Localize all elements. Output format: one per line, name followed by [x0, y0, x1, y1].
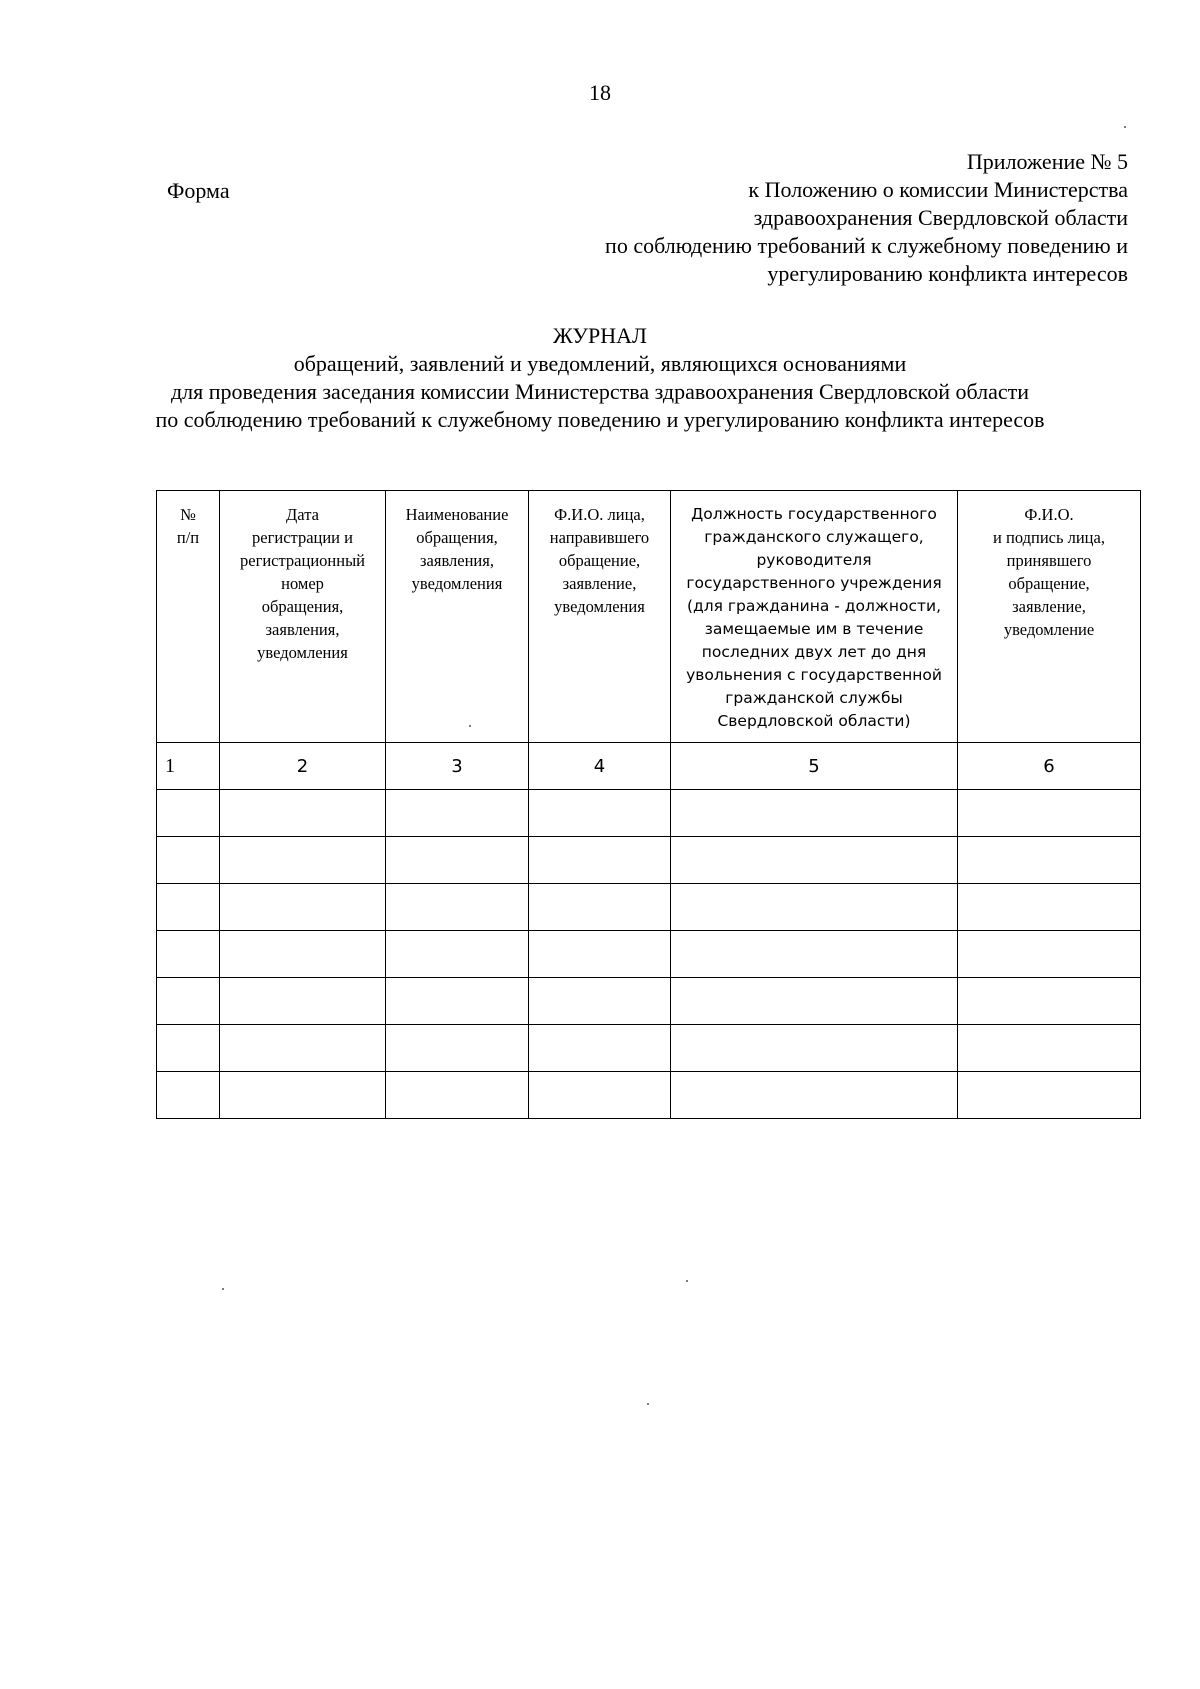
- table-header-row: [157, 491, 1141, 743]
- header-cell-receiver: [958, 491, 1141, 743]
- table-cell: [958, 837, 1141, 884]
- header-text: гражданской службы: [725, 689, 903, 707]
- header-text: государственного учреждения: [686, 574, 942, 592]
- table-cell: [386, 1025, 529, 1072]
- header-text: обращения,: [416, 528, 498, 547]
- header-text: обращение,: [1008, 574, 1090, 593]
- title-heading: ЖУРНАЛ: [553, 323, 647, 348]
- table-cell: [220, 884, 386, 931]
- header-text: обращения,: [261, 597, 344, 616]
- table-cell: [220, 790, 386, 837]
- table-cell: [529, 837, 671, 884]
- table-cell: [157, 1072, 220, 1119]
- column-number: 5: [671, 743, 958, 790]
- header-cell-number: [157, 491, 220, 743]
- journal-table: [156, 490, 1141, 1119]
- table-cell: [157, 884, 220, 931]
- header-cell-position: [671, 491, 958, 743]
- table-cell: [386, 978, 529, 1025]
- column-number: 1: [157, 743, 220, 790]
- table-cell: [671, 884, 958, 931]
- column-number: 4: [529, 743, 671, 790]
- table-cell: [529, 884, 671, 931]
- table-cell: [671, 931, 958, 978]
- header-text: номер: [281, 574, 324, 593]
- table-cell: [220, 837, 386, 884]
- appendix-line: Приложение № 5: [966, 149, 1128, 174]
- table-row: [157, 884, 1141, 931]
- header-cell-name: [386, 491, 529, 743]
- appendix-line: по соблюдению требований к служебному поведению и: [605, 233, 1128, 258]
- table-cell: [671, 978, 958, 1025]
- header-text: Наименование: [405, 505, 509, 524]
- header-cell-registration: [220, 491, 386, 743]
- header-text: направившего: [549, 528, 650, 547]
- table-cell: [958, 884, 1141, 931]
- header-text: замещаемые им в течение: [704, 620, 924, 638]
- header-text: увольнения с государственной: [686, 666, 942, 684]
- table-cell: [220, 1072, 386, 1119]
- appendix-line: к Положению о комиссии Министерства: [748, 177, 1128, 202]
- scan-speck: [469, 725, 471, 727]
- table-cell: [157, 978, 220, 1025]
- header-text: (для гражданина - должности,: [686, 597, 942, 615]
- table-row: [157, 1072, 1141, 1119]
- table-cell: [157, 837, 220, 884]
- column-number: 2: [220, 743, 386, 790]
- page-number: 18: [589, 80, 611, 105]
- scan-speck: [1124, 126, 1126, 128]
- column-number-row: [157, 743, 1141, 790]
- scan-speck: [686, 1280, 688, 1282]
- table-cell: [529, 978, 671, 1025]
- header-text: регистрации и: [252, 528, 353, 547]
- header-text: последних двух лет до дня: [701, 643, 927, 661]
- table-body: [157, 790, 1141, 1119]
- header-text: уведомления: [257, 643, 348, 662]
- header-text: и подпись лица,: [993, 528, 1105, 547]
- header-text: Дата: [286, 505, 319, 524]
- table-cell: [157, 931, 220, 978]
- table-cell: [958, 978, 1141, 1025]
- table-cell: [157, 790, 220, 837]
- header-text: обращение,: [558, 551, 641, 570]
- header-text: принявшего: [1006, 551, 1092, 570]
- table-cell: [958, 1025, 1141, 1072]
- table-cell: [386, 884, 529, 931]
- table-cell: [386, 1072, 529, 1119]
- header-text: заявления,: [420, 551, 494, 570]
- header-text: Ф.И.О. лица,: [554, 505, 645, 524]
- table-cell: [671, 1072, 958, 1119]
- table-cell: [958, 1072, 1141, 1119]
- document-title: [0, 322, 1200, 434]
- header-text: гражданского служащего,: [704, 528, 924, 546]
- header-text: уведомления: [554, 597, 645, 616]
- table-cell: [157, 1025, 220, 1072]
- column-number: 6: [958, 743, 1141, 790]
- table-row: [157, 931, 1141, 978]
- header-text: уведомление: [1003, 620, 1095, 639]
- header-text: п/п: [176, 528, 200, 547]
- form-label: Форма: [167, 178, 230, 203]
- header-text: Должность государственного: [691, 505, 937, 523]
- table-cell: [671, 1025, 958, 1072]
- table-cell: [220, 931, 386, 978]
- table-cell: [529, 931, 671, 978]
- table-cell: [958, 790, 1141, 837]
- table-cell: [671, 837, 958, 884]
- header-text: Ф.И.О.: [1024, 505, 1074, 524]
- scan-speck: [222, 1288, 224, 1290]
- header-text: №: [180, 505, 196, 524]
- header-text: регистрационный: [240, 551, 365, 570]
- table-cell: [386, 931, 529, 978]
- header-cell-sender: [529, 491, 671, 743]
- header-text: уведомления: [411, 574, 503, 593]
- table-cell: [671, 790, 958, 837]
- table-cell: [529, 790, 671, 837]
- table-cell: [958, 931, 1141, 978]
- table-cell: [386, 837, 529, 884]
- table-cell: [386, 790, 529, 837]
- title-line: для проведения заседания комиссии Министерства здравоохранения Свердловской области: [170, 379, 1030, 404]
- column-number: 3: [386, 743, 529, 790]
- table-cell: [529, 1025, 671, 1072]
- header-text: руководителя: [756, 551, 872, 569]
- header-text: Свердловской области): [717, 712, 911, 730]
- header-text: заявления,: [265, 620, 340, 639]
- appendix-line: урегулированию конфликта интересов: [767, 261, 1128, 286]
- table-cell: [220, 1025, 386, 1072]
- table-cell: [220, 978, 386, 1025]
- title-line: обращений, заявлений и уведомлений, являющихся основаниями: [293, 351, 907, 376]
- table-row: [157, 837, 1141, 884]
- header-text: заявление,: [562, 574, 637, 593]
- header-text: заявление,: [1012, 597, 1086, 616]
- title-line: по соблюдению требований к служебному поведению и урегулированию конфликта интересов: [155, 407, 1045, 432]
- scan-speck: [647, 1403, 649, 1405]
- table-row: [157, 978, 1141, 1025]
- table-cell: [529, 1072, 671, 1119]
- table-row: [157, 790, 1141, 837]
- table-row: [157, 1025, 1141, 1072]
- appendix-block: [605, 148, 1128, 288]
- appendix-line: здравоохранения Свердловской области: [753, 205, 1128, 230]
